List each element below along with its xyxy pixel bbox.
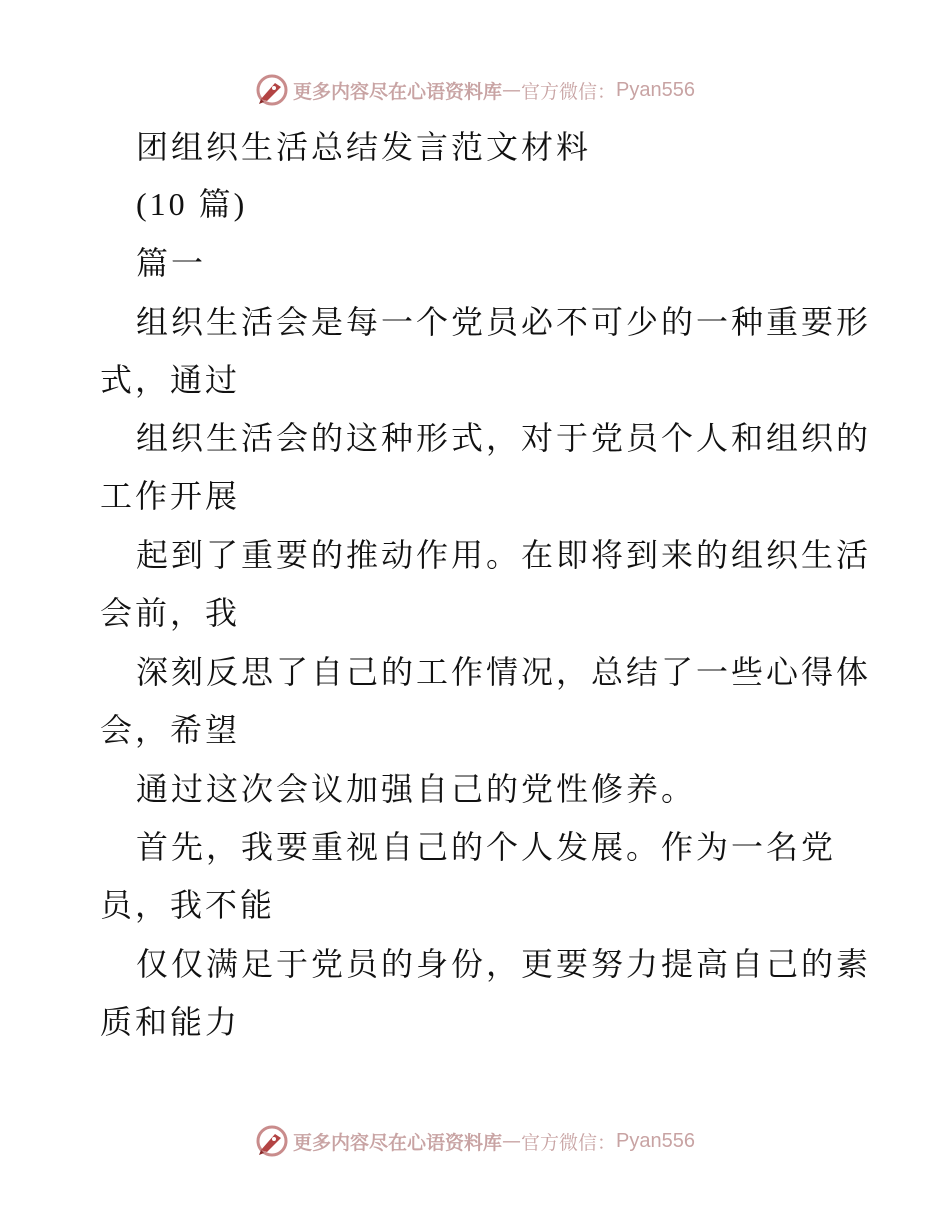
paragraph-line: 组织生活会是每一个党员必不可少的一种重要形 [136, 303, 872, 341]
paragraph-line: 式，通过 [100, 361, 241, 399]
paragraph-line: 首先，我要重视自己的个人发展。作为一名党 [136, 828, 837, 866]
banner-ad-text: 更多内容尽在心语资料库 [293, 80, 503, 103]
header-banner [0, 70, 950, 110]
paragraph-line: 工作开展 [100, 477, 241, 515]
banner-wechat-id: Pyan556 [616, 78, 695, 101]
paragraph-line: 会，希望 [100, 711, 241, 749]
pen-nib-logo-icon [255, 73, 289, 107]
paragraph-line: 员，我不能 [100, 886, 276, 924]
banner-wechat-label: 官方微信： [521, 1131, 617, 1154]
section-heading: 篇一 [136, 244, 207, 282]
paragraph-line: 组织生活会的这种形式，对于党员个人和组织的 [136, 419, 872, 457]
paragraph-line: 质和能力 [100, 1003, 241, 1041]
paragraph-line: 会前，我 [100, 594, 241, 632]
paragraph-line: 仅仅满足于党员的身份，更要努力提高自己的素 [136, 945, 872, 983]
banner-ad-text: 更多内容尽在心语资料库 [293, 1131, 503, 1154]
banner-wechat-label: 官方微信： [521, 80, 617, 103]
pen-nib-logo-icon [255, 1124, 289, 1158]
paragraph-line: 通过这次会议加强自己的党性修养。 [136, 770, 697, 808]
banner-dash: — [502, 1130, 522, 1152]
banner-wechat-id: Pyan556 [616, 1129, 695, 1152]
paragraph-line: 深刻反思了自己的工作情况，总结了一些心得体 [136, 653, 872, 691]
paragraph-line: 起到了重要的推动作用。在即将到来的组织生活 [136, 536, 872, 574]
document-title: 团组织生活总结发言范文材料 [136, 128, 592, 166]
document-title-count: (10 篇) [136, 186, 248, 222]
footer-banner [0, 1121, 950, 1161]
banner-dash: — [502, 79, 522, 101]
